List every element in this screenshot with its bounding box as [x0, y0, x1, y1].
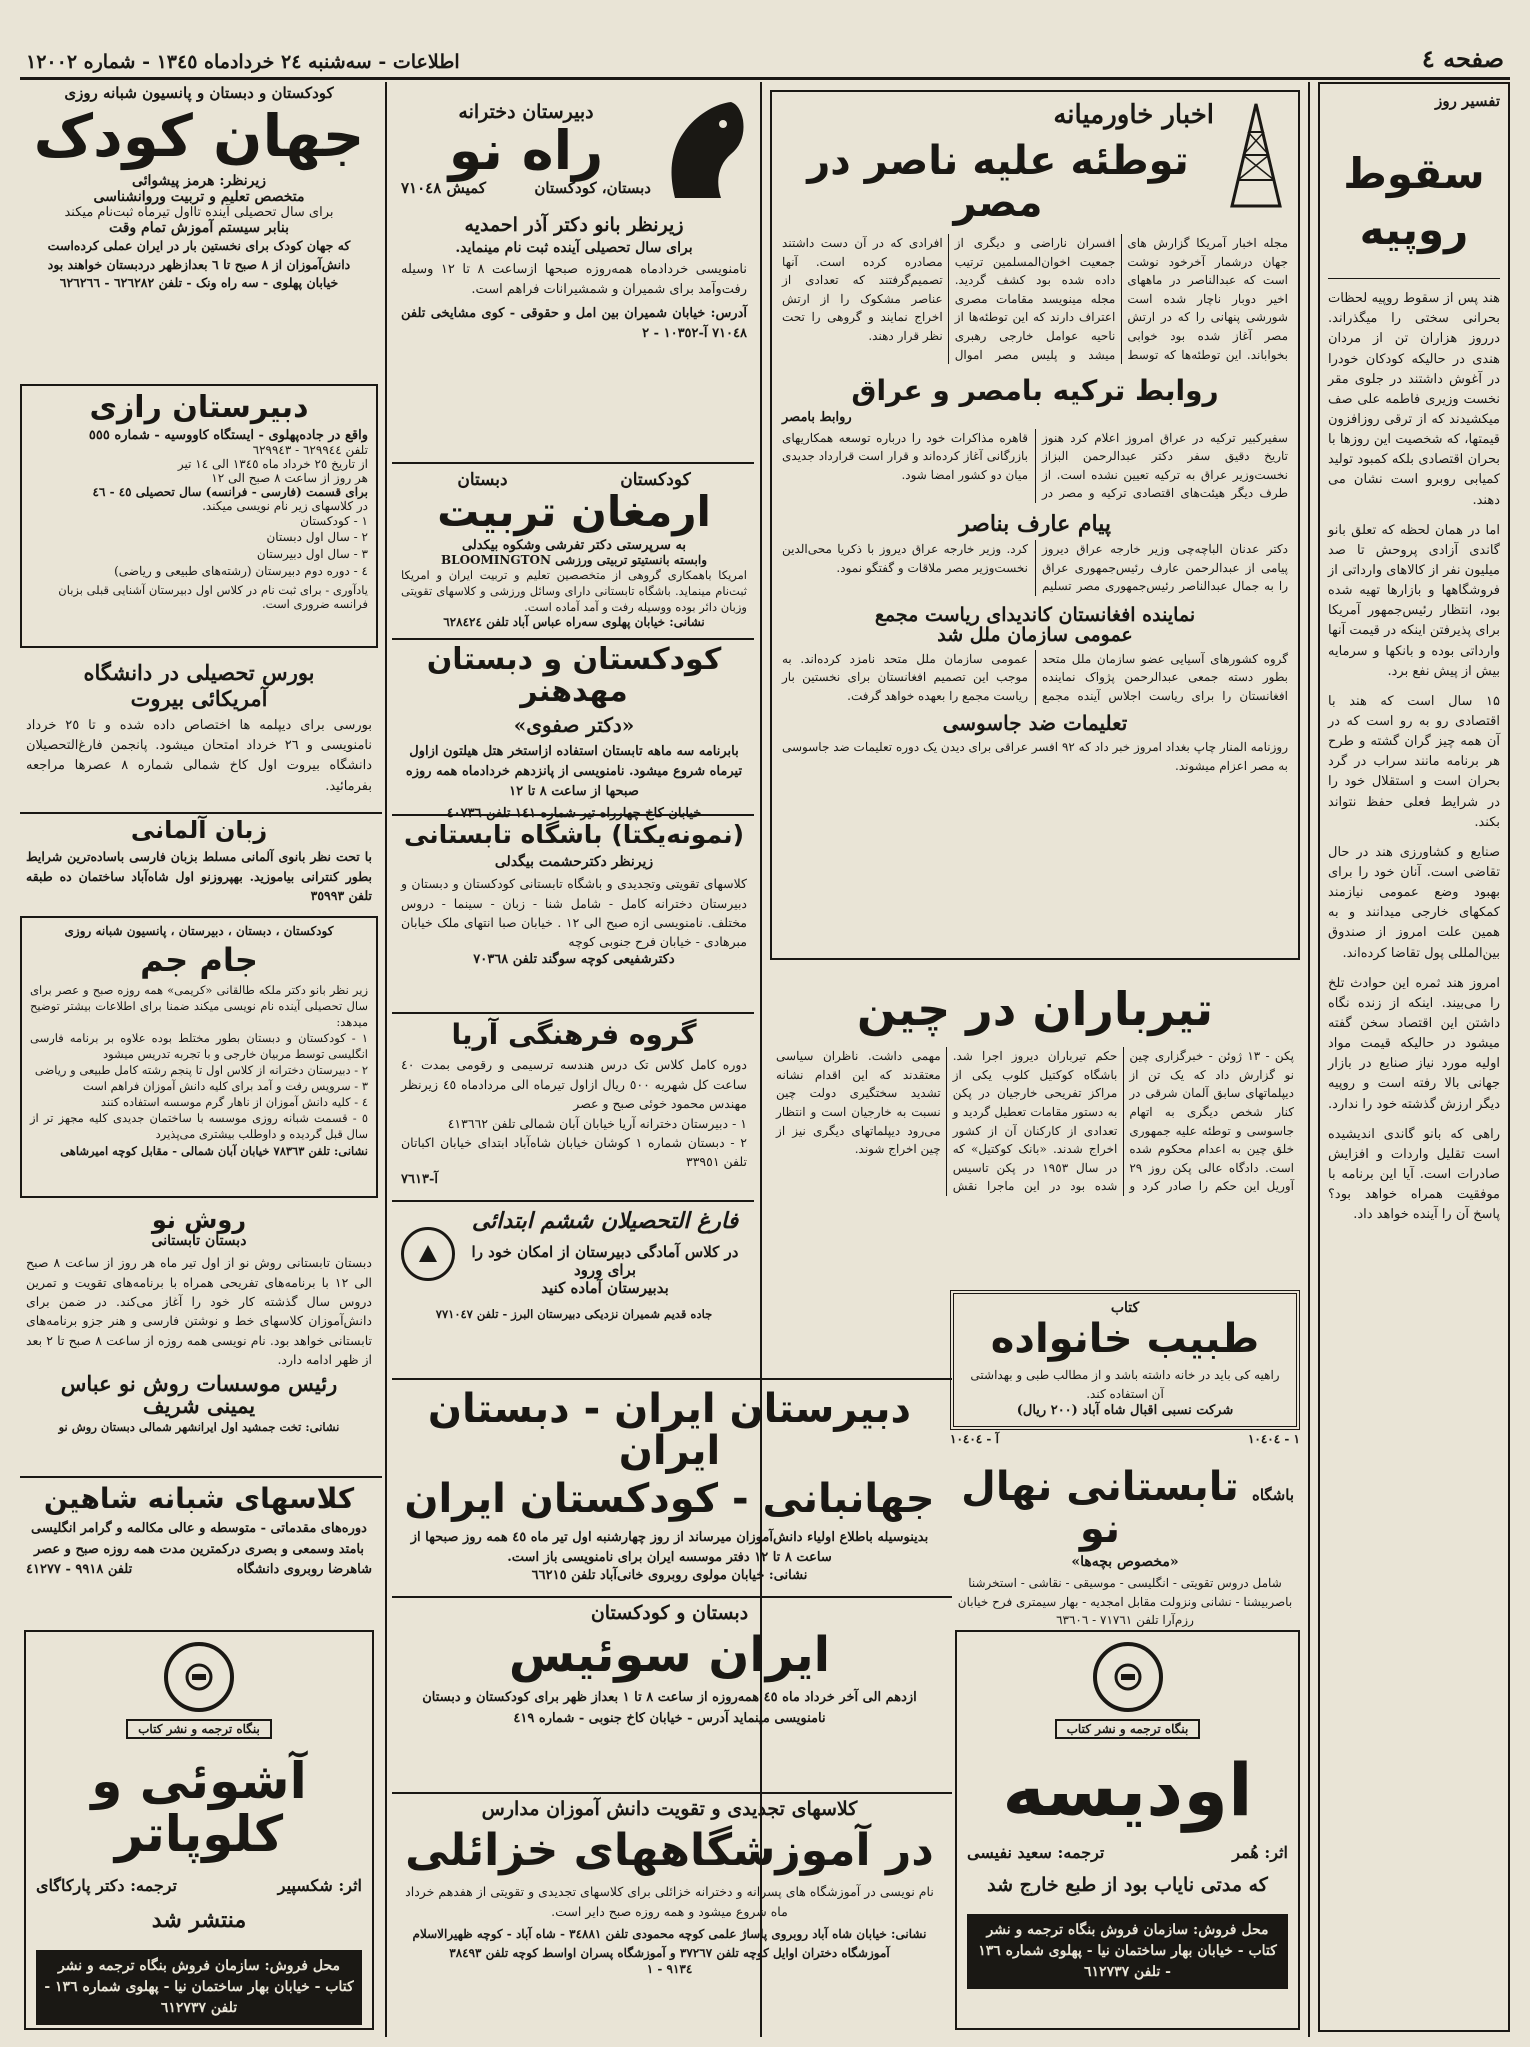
ad-nahal-title: تابستانی نهال نو — [961, 1464, 1239, 1552]
ad-boors-body: بورسی برای دیپلمه ها اختصاص داده شده و تا ٢٥ خرداد نامنویسی و ٢٦ خرداد امتحان میشود. پانجمن فارغ‌التحصیلان دانشگاه بیروت اول کاخ شمالی شماره ٨ عصرها مراجعه بفرمائید. — [26, 718, 373, 794]
news-headline-4b: عمومی سازمان ملل شد — [937, 623, 1133, 646]
ad-razi-title: دبیرستان رازی — [89, 390, 309, 425]
ad-code: آ - ١٠٤٠٤ — [950, 1432, 999, 1446]
ad-mahde-doctor: «دکتر صفوی» — [513, 713, 635, 737]
tafsir-paragraph: راهی که بانو گاندی اندیشیده است تقلیل واردات و افزایش صادرات است. آیا این برنامه با موفقیت همراه خواهد بود؟ پاسخ آن را آینده خواهد داد. — [1328, 1126, 1500, 1223]
ad-rahe-permit: کمیش ٧١٠٤٨ — [401, 179, 486, 198]
ad-jahan-koodak — [20, 82, 378, 382]
ad-rowshan-body: دبستان تابستانی روش نو از اول تیر ماه هر روز از ساعت ٨ صبح الی ١٢ با برنامه‌های تفریحی همراه با برنامه‌های تقویت و تمرین دروس سال گذشته کار خود را آغاز می‌کند. در ضمن برای دانش‌آموزان کلاسهای خط و نوشتن فارسی و هنر جزو برنامه‌های تابستانی خواهد بود. نام نویسی همه روزه از ساعت ٨ صبح تا ٢ بعد از ظهر ادامه دارد. — [26, 1255, 372, 1368]
ad-nemooneh-supervision: زیرنظر دکترحشمت بیگدلی — [494, 854, 654, 871]
ad-shahin-body: دوره‌های مقدماتی - متوسطه و عالی مکالمه و گرامر انگلیسی بامتد وسمعی و بصری درکمترین مدت همه روزه صبح و عصر — [31, 1521, 367, 1557]
ad-khazaeli-title: در آموزشگاههای خزائلی — [405, 1825, 934, 1876]
ad-jam-item: ٢ - دبیرستان دخترانه از کلاس اول تا پنجم رشته کامل طبیعی و ریاضی — [34, 1063, 368, 1078]
ad-ashooei-translator: ترجمه: دکتر پارکاگای — [36, 1876, 178, 1895]
ad-swiss-body: ازدهم الی آخر خرداد ماه ٤٥ همه‌روزه از ساعت ٨ تا ١ بعداز ظهر برای کودکستان و دبستان نامنویسی مینماید آدرس - خیابان کاخ جنوبی - شماره ٤١٩ — [422, 1690, 917, 1726]
publisher-logo — [36, 1642, 362, 1712]
ad-razi-phone: تلفن ٦٢٩٩٤٤ - ٦٢٩٩٤٣ — [252, 442, 368, 457]
ad-nemooneh-address: دکترشفیعی کوچه سوگند تلفن ٧٠٣٦٨ — [473, 951, 675, 967]
ad-jahan-line: برای سال تحصیلی آینده تااول تیرماه ثبت‌نام میکند — [64, 204, 334, 220]
ad-armaghan-address: نشانی: خیابان پهلوی سه‌راه عباس آباد تلفن ٦٢٨٤٢٤ — [443, 615, 705, 630]
ad-code: ١ - ١٠٤٠٤ — [1247, 1432, 1300, 1446]
ad-mahde-body: بابرنامه سه ماهه تابستان استفاده ازاستخر هتل هیلتون ازاول تیرماه شروع میشود. نامنویسی از پانزدهم خردادماه همه روزه صبحها از ساعت ٨ تا ١٢ — [405, 744, 743, 800]
news-body-3: دکتر عدنان الباچه‌چی وزیر خارجه عراق دیروز پیامی از عبدالرحمن عارف رئیس‌جمهوری عراق را به جمال عبدالناصر رئیس‌جمهوری مصر تسلیم کرد. وزیر خارجه عراق دیروز با ذکریا محی‌الدین نخست‌وزیر مصر ملاقات و گفتگو نمود. — [782, 542, 1288, 594]
ad-razi-note: یادآوری - برای ثبت نام در کلاس اول دبیرستان آشنایی قبلی بزبان فرانسه ضروری است. — [58, 582, 368, 611]
ad-ashooei-footer: محل فروش: سازمان فروش بنگاه ترجمه و نشر کتاب - خیابان بهار ساختمان نیا - پهلوی شماره ١٣٦ - تلفن ٦١٢٧٣٧ — [36, 1950, 362, 2025]
ad-rahe-no — [395, 90, 753, 460]
ad-khazaeli-body: نام نویسی در آموزشگاه های پسرانه و دخترانه خزائلی برای کلاسهای تجدیدی و تقویتی از هفدهم خرداد ماه شروع میشود و همه روزه صبح دایر است. — [405, 1884, 934, 1919]
ad-jam-item: ١ - کودکستان و دبستان بطور مختلط بوده علاوه بر برنامه فارسی انگلیسی توسط مربیان خارجی و با تجربه تدریس میشود — [30, 1030, 368, 1061]
divider — [392, 462, 754, 464]
ad-jahan-kicker: کودکستان و دبستان و پانسیون شبانه روزی — [64, 84, 334, 102]
ad-aria-item: ٢ - دبستان شماره ١ کوشان خیابان شاه‌آباد ابتدای خیابان اکباتان تلفن ٣٣٩٥١ — [401, 1134, 747, 1170]
news-body: مجله اخبار آمریکا گزارش های جهان درشمار آخرخود نوشت است که عبدالناصر در ماههای اخیر دوبار ناچار شده است شورشی پنهانی را که در ارتش مصر آغاز شده بود خوابی بخواباند. این توطئه‌ها که توسط افسران ناراضی و دیگری از جمعیت اخوان‌المسلمین ترتیب داده شده بود کشف گردید. مجله مینویسد مقامات مصری اعتراف دارند که این توطئه‌ها از ناحیه عوامل خارجی رهبری میشد و پلیس مصر اموال افرادی که در آن دست داشتند مصادره کرده است. آنها تصمیم‌گرفتند که تعدادی از عناصر مشکوک را از ارتش اخراج نمایند و گروهی را تحت نظر قرار دهند. — [782, 236, 1288, 362]
news-headline: توطئه علیه ناصر در مصر — [807, 138, 1189, 226]
ad-iran-school — [392, 1384, 947, 1594]
divider — [392, 1378, 952, 1380]
ad-rowshan-title: روش نو — [151, 1206, 247, 1234]
publisher-caption: بنگاه ترجمه و نشر کتاب — [126, 1719, 272, 1739]
news-body-5: روزنامه المنار چاپ بغداد امروز خبر داد که ٩٢ افسر عراقی برای دیدن یک دوره تعلیمات ضد جاسوسی به مصر اعزام میشوند. — [782, 740, 1288, 774]
news-body-2: سفیرکبیر ترکیه در عراق امروز اعلام کرد هنوز تاریخ دقیق سفر دکتر عبدالرحمن البزاز نخست‌وزیر عراق به ترکیه تعیین نشده است. از طرف دیگر هیئت‌های اقتصادی ترکیه و مصر در قاهره مذاکرات خود را درباره توسعه همکاریهای بازرگانی آغاز کرده‌اند و قرار است قرارداد جدیدی میان دو کشور امضا شود. — [782, 430, 1288, 501]
ad-rowshan-sign: یمینی شریف — [142, 1393, 256, 1419]
ad-jam-jam — [20, 916, 378, 1198]
tafsir-column — [1318, 82, 1510, 2032]
ad-tabib-publisher: شرکت نسبی اقبال شاه آباد (٢٠٠ ریال) — [1016, 1403, 1234, 1419]
ad-jahan-line: که جهان کودک برای نخستین بار در ایران عملی کرده‌است دانش‌آموزان از ٨ صبح تا ٦ بعدازظهر دردبستان خواهند بود — [47, 237, 351, 273]
ad-razi-dates: از تاریخ ٢٥ خرداد ماه ١٣٤٥ الی ١٤ تیر — [177, 456, 368, 471]
news-subhead: روابط بامصر — [782, 409, 852, 425]
ad-jam-title: جام جم — [140, 941, 258, 979]
horse-head-icon — [661, 94, 747, 204]
ad-armaghan-line: امریکا باهمکاری گروهی از متخصصین تعلیم و تربیت ایران و امریکا ثبت‌نام مینماید. باشگاه تابستانی دارای وسائل ورزشی و کلاسهای تقویتی وزبان دائر بوده ووسیله رفت و آمد آماده است. — [401, 568, 747, 615]
ad-jam-item: ٥ - قسمت شبانه روزی موسسه با ساختمان جدیدی کلیه مجهز تر از سال قبل گردیده و داوطلب بیشتری می‌پذیرد — [30, 1111, 368, 1142]
ad-rahe-address: آدرس: خیابان شمیران بین امل و حقوقی - کوی مشایخی تلفن ٧١٠٤٨ آ-١٠٣٥٢ - ٢ — [401, 306, 747, 342]
ad-khazaeli-code: ٩١٣٤ - ١ — [646, 1962, 693, 1977]
ad-odyssey-title: اودیسه — [1002, 1748, 1253, 1832]
ad-tabib-title: طبیب خانواده — [990, 1316, 1260, 1362]
ad-armaghan — [395, 468, 753, 636]
ad-armaghan-line: به سرپرستی دکتر تفرشی وشکوه بیکدلی — [461, 538, 687, 554]
ad-shahin — [20, 1482, 378, 1618]
ad-mahde-honar — [395, 642, 753, 812]
ad-odyssey-author: اثر: هُمر — [1232, 1842, 1288, 1862]
ad-razi-item: ١ - کودکستان — [300, 513, 368, 528]
ad-nahal-body: شامل دروس تقویتی - انگلیسی - موسیقی - نقاشی - استخرشنا باصربیشنا - نشانی ونزولت مقابل امجدیه - بهار سیمتری فرح خیابان رزم‌آرا تلفن ٧١٧٦١ - ٦٣٦٠٦ — [957, 1576, 1293, 1628]
ad-khazaeli-address: نشانی: خیابان شاه آباد روبروی پاساژ علمی کوچه محمودی تلفن ٣٤٨٨١ - شاه آباد - کوچه ظهیرالاسلام آموزشگاه دختران اوایل کوچه تلفن ٣٧٢٦٧ و آموزشگاه پسران اواسط کوچه تلفن ٣٨٤٩٣ — [412, 1926, 927, 1960]
ad-tabib-body: راهیه کی باید در خانه داشته باشد و از مطالب طبی و بهداشتی آن استفاده کند. — [970, 1368, 1280, 1401]
ad-nemooneh-body: کلاسهای تقویتی وتجدیدی و باشگاه تابستانی کودکستان و دبستان و دبیرستان دخترانه کامل - شامل شنا - زبان - سینما - دروس مختلف. نامنویسی ازه صبح الی ١٢ . خیابان صبا انتهای ملک خیابان مبرهادی - خیابان فرح جنوبی کوچه — [401, 876, 747, 950]
divider — [20, 1476, 382, 1478]
ad-razi-address: واقع در جاده‌پهلوی - ایستگاه کاووسیه - شماره ٥٥٥ — [88, 427, 368, 443]
ad-odyssey-translator: ترجمه: سعید نفیسی — [967, 1842, 1105, 1862]
tafsir-title-2: روپیه — [1359, 205, 1469, 255]
ad-fareg-body: در کلاس آمادگی دبیرستان از امکان خود را برای ورود — [471, 1243, 739, 1280]
ad-nemooneh — [395, 820, 753, 1010]
ad-razi-item: ٤ - دوره دوم دبیرستان (رشته‌های طبیعی و ریاضی) — [114, 563, 368, 578]
ad-ashooei-author: اثر: شکسپیر — [277, 1876, 362, 1895]
ad-jam-address: نشانی: تلفن ٧٨٣٦٣ خیابان آبان شمالی - مقابل کوچه امیرشاهی — [60, 1143, 368, 1158]
school-emblem-icon — [401, 1227, 455, 1281]
ad-razi-langs: برای قسمت (فارسی - فرانسه) سال تحصیلی ٤٥ - ٤٦ — [92, 484, 368, 499]
news-kicker: اخبار خاورمیانه — [1053, 100, 1214, 130]
ad-shahin-phone: تلفن ٩٩١٨ - ٤١٢٧٧ — [26, 1561, 133, 1577]
issue-meta: اطلاعات - سه‌شنبه ٢٤ خردادماه ١٣٤٥ - شماره ١٢٠٠٢ — [26, 51, 460, 73]
ad-odyssey-tagline: که مدتی نایاب بود از طبع خارج شد — [987, 1873, 1268, 1896]
china-body: پکن - ١٣ ژوئن - خبرگزاری چین نو گزارش داد که یک تن از دیپلماتهای سابق آلمان شرقی در کنار شخص دیگری به اتهام جاسوسی و توطئه علیه جمهوری خلق چین به اعدام محکوم شده است. دادگاه عالی پکن روز ٢٩ آوریل این حکم را صادر کرد و حکم تیرباران دیروز اجرا شد. باشگاه کوکتیل کلوب یکی از مراکز تفریحی خارجیان در پکن به دستور مقامات تعطیل گردید و تعدادی از کارکنان آن از کشور اخراج شدند. «بانک کوکتیل» که در سال ١٩٥٣ در پکن تاسیس شده بود در این ماجرا نقش مهمی داشت. ناظران سیاسی معتقدند که این اقدام نشانه تشدید سختگیری دولت چین نسبت به خارجیان است و انتظار می‌رود دیپلماتهای دیگری نیز از چین اخراج شوند. — [776, 1049, 1294, 1194]
ad-armaghan-kicker: کودکستان — [620, 470, 691, 490]
ad-jam-intro: زیر نظر بانو دکتر ملکه طالقانی «کریمی» همه روزه صبح و عصر برای سال تحصیلی آینده نام نویسی میکند ضمنا برای اطلاعات بیشتر توضیح میدهد: — [30, 982, 368, 1029]
tafsir-title-1: سقوط — [1343, 149, 1485, 198]
ad-boors-title: آمریکائی بیروت — [130, 686, 268, 712]
ad-odyssey-footer: محل فروش: سازمان فروش بنگاه ترجمه و نشر کتاب - خیابان بهار ساختمان نیا - پهلوی شماره ١٣٦ - تلفن ٦١٢٧٣٧ — [967, 1914, 1288, 1989]
ad-rowshan-no — [20, 1206, 378, 1474]
ad-mahde-title: کودکستان و دبستان مهدهنر — [426, 642, 722, 709]
ad-aria-title: گروه فرهنگی آریا — [451, 1018, 697, 1051]
ad-armaghan-title: ارمغان تربیت — [437, 487, 711, 536]
ad-ashooei-status: منتشر شد — [151, 1907, 247, 1933]
ad-boors — [20, 660, 378, 810]
news-headline-3: پیام عارف بناصر — [959, 510, 1111, 537]
ad-razi-intro: در کلاسهای زیر نام نویسی میکند. — [202, 498, 368, 513]
divider — [392, 814, 754, 816]
ad-boors-title: بورس تحصیلی در دانشگاه — [83, 660, 315, 685]
ad-iran-title: دبیرستان ایران - دبستان ایران — [427, 1386, 912, 1474]
news-body-4: گروه کشورهای آسیایی عضو سازمان ملل متحد بطور دسته جمعی عبدالرحمن پژواک نماینده افغانستان را برای ریاست اجلاس آینده مجمع عمومی سازمان ملل متحد نامزد کرده‌اند. به موجب این تصمیم افغانستان برای نخستین بار ریاست مجمع را بعهده خواهد گرفت. — [782, 651, 1288, 703]
ad-shahin-title: کلاسهای شبانه شاهین — [43, 1482, 355, 1515]
ad-rahe-supervision: زیرنظر بانو دکتر آذر احمدیه — [464, 214, 684, 236]
ad-jahan-title: جهان کودک — [33, 102, 365, 170]
ad-razi-item: ٣ - سال اول دبیرستان — [256, 547, 368, 562]
tafsir-paragraph: هند پس از سقوط روپیه لحظات بحرانی سختی را میگذراند. درروز هزاران تن از مردان هندی در حالیکه کودکان خودرا در آغوش داشتند در جلوی مقر نخست وزیری فاطمه علی صف میکشیدند که از ترقی روزافزون قیمتها، که شخصیت این روزها با بحران اقتصادی بلکه کمبود تولید کمیابی روبرو است نشان می دهند. — [1328, 291, 1500, 508]
publisher-emblem-icon — [1093, 1642, 1163, 1712]
ad-fareg-body: بدبیرستان آماده کنید — [541, 1279, 669, 1298]
ad-rahe-subtitle: دبستان، کودکستان — [534, 179, 651, 198]
ad-rowshan-sign: رئیس موسسات روش نو عباس — [60, 1371, 338, 1397]
ad-jam-item: ٣ - سرویس رفت و آمد برای کلیه دانش آموزان فراهم است — [82, 1079, 368, 1094]
news-headline-2: روابط ترکیه بامصر و عراق — [851, 374, 1219, 408]
ad-iran-title: جهانبانی - کودکستان ایران — [404, 1476, 935, 1522]
ad-iran-address: نشانی: خیابان مولوی روبروی خانی‌آباد تلفن ٦٦٢١٥ — [531, 1568, 808, 1584]
divider — [1328, 278, 1500, 279]
ad-almani-title: زبان آلمانی — [130, 816, 268, 844]
column-rule — [1308, 82, 1310, 2037]
divider — [392, 1200, 754, 1202]
ad-nahal-subtitle: «مخصوص بچه‌ها» — [1071, 1554, 1179, 1570]
divider — [392, 638, 754, 640]
publisher-emblem-icon — [164, 1642, 234, 1712]
ad-jam-kicker: کودکستان ، دبستان ، دبیرستان ، پانسیون شبانه روزی — [64, 924, 334, 938]
ad-tabib-codes — [950, 1432, 1300, 1454]
ad-nahal-no — [950, 1462, 1300, 1628]
ad-swiss-kicker: دبستان و کودکستان — [590, 1602, 749, 1624]
publisher-caption: بنگاه ترجمه و نشر کتاب — [1055, 1719, 1201, 1739]
ad-odyssey — [955, 1630, 1300, 2030]
ad-aria-item: ١ - دبیرستان دخترانه آریا خیابان آبان شمالی تلفن ٤١٣٦٦٢ — [447, 1115, 747, 1131]
ad-razi — [20, 384, 378, 648]
ad-shahin-address: شاهرضا روبروی دانشگاه — [236, 1561, 372, 1577]
china-news — [770, 982, 1300, 1275]
ad-jahan-address: خیابان پهلوی - سه راه ونک - تلفن ٦٢٦٢٨٢ - ٦٢٦٢٦٦ — [59, 274, 339, 290]
tafsir-paragraph: امروز هند ثمره این حوادث تلخ را می‌بیند. اینکه از زنده نگاه داشتن این اقتصاد سخن گفته میشود در حالیکه قیمت مواد اولیه مورد نیاز صنایع در بازار جهانی بالا رفته است و روپیه دیگر ارزش گذشته خود را ندارد. — [1328, 975, 1500, 1112]
divider — [392, 1596, 952, 1598]
ad-jam-item: ٤ - کلیه دانش آموزان از ناهار گرم موسسه استفاده کنند — [100, 1095, 368, 1110]
column-rule — [385, 82, 387, 2037]
ad-jahan-line: بنابر سیستم آموزش تمام وقت — [108, 219, 290, 236]
ad-ashooei — [24, 1630, 374, 2030]
page-number: صفحه ٤ — [1421, 44, 1504, 73]
ad-fareg-title: فارغ التحصیلان ششم ابتدائی — [471, 1208, 739, 1234]
ad-rahe-line: برای سال تحصیلی آینده ثبت نام مینماید. — [455, 239, 693, 256]
ad-rahe-line: نامنویسی خردادماه همه‌روزه صبحها ازساعت ٨ تا ١٢ وسیله رفت‌وآمد برای شمیران و شمشیرانات فراهم است. — [401, 261, 747, 298]
ad-fareg-address: جاده قدیم شمیران نزدیکی دبیرستان البرز - تلفن ٧٧١٠٤٧ — [435, 1307, 713, 1322]
ad-tabib — [950, 1290, 1300, 1430]
ad-aria-phone: آ-٧٦١٣ — [401, 1171, 438, 1187]
ad-rowshan-address: نشانی: تخت جمشید اول ایرانشهر شمالی دبستان روش نو — [58, 1419, 340, 1434]
ad-swiss-title: ایران سوئیس — [508, 1627, 831, 1683]
divider — [392, 1792, 952, 1794]
divider — [392, 1012, 754, 1014]
ad-aria-body: دوره کامل کلاس تک درس هندسه ترسیمی و رقومی بمدت ٤٠ ساعت کل شهریه ٥٠٠ ریال ازاول تیرماه الی مردادماه ٤٥ زیرنظر مهندس محمود خوئی صبح و عصر — [401, 1057, 748, 1112]
ad-rahe-title: راه نو — [448, 118, 604, 182]
ad-razi-item: ٢ - سال اول دبستان — [266, 530, 368, 545]
ad-iran-swiss — [392, 1600, 947, 1790]
ad-fareg — [395, 1206, 753, 1376]
tafsir-paragraph: ۱۵ سال است که هند با اقتصادی رو به رو است که در آن همه چیز گران گشته و طرح هر برنامه مانند سراب در گرد بحران است و استقلال خود را در شرایط فعلی حفظ نتواند بکند. — [1328, 693, 1500, 830]
ad-rahe-kicker: دبیرستان دخترانه — [458, 100, 594, 123]
ad-ashooei-title: آشوئی و کلوپاتر — [91, 1752, 307, 1863]
ad-almani — [20, 816, 378, 914]
news-headline-4: نماینده افغانستان کاندیدای ریاست مجمع — [874, 603, 1196, 626]
oil-derrick-icon — [1224, 100, 1288, 210]
ad-almani-body: با تحت نظر بانوی آلمانی مسلط بزبان فارسی باساده‌ترین شرایط بطور کنترانی بیاموزید. بهپروزنو اول شاه‌آباد ساختمان ده طبقه تلفن ٣٥٩٩٣ — [26, 849, 372, 903]
china-headline: تیرباران در چین — [856, 982, 1214, 1036]
ad-razi-hours: هر روز از ساعت ٨ صبح الی ١٢ — [211, 470, 368, 485]
ad-nahal-kicker: باشگاه — [1251, 1486, 1294, 1504]
ad-jahan-line: زیرنظر: هرمز پیشوائی — [131, 172, 267, 189]
ad-rowshan-kicker: دبستان تابستانی — [151, 1233, 247, 1250]
tafsir-kicker: تفسیر روز — [1435, 92, 1500, 110]
ad-tabib-kicker: کتاب — [1110, 1300, 1140, 1316]
publisher-logo — [967, 1642, 1288, 1712]
ad-armaghan-line: وابسته بانستیتو تربیتی ورزشی BLOOMINGTON — [441, 553, 707, 568]
tafsir-paragraph: صنایع و کشاورزی هند در حال تقاضی است. آنان خود را برای بهبود وضع عمومی نیازمند کمکهای خارجی میدانند و به همین علت امروز از صندوق بین‌المللی پول تقاضا کرده‌اند. — [1328, 844, 1500, 961]
ad-armaghan-kicker: دبستان — [457, 470, 508, 490]
ad-jahan-line: متخصص تعلیم و تربیت وروانشناسی — [93, 188, 305, 205]
tafsir-paragraph: اما در همان لحظه که تعلق بانو گاندی آزادی پروحش تا صد میلیون نفر از کالاهای وارداتی از فروشگاهها و بازارها تهیه شده بود، انتظار رئیس‌جمهور آمریکا برای پذیرفتن اینکه در قیمت آنها وارداتی بوده و بانکها و سرمایه بیش از پیش نفع برد. — [1328, 522, 1500, 679]
ad-iran-body: بدینوسیله باطلاع اولیاء دانش‌آموزان میرساند از روز چهارشنبه اول تیر ماه ٤٥ همه روز صبحها از ساعت ٨ تا ١٢ دفتر موسسه ایران برای نامنویسی باز است. — [410, 1530, 929, 1566]
news-headline-5: تعلیمات ضد جاسوسی — [942, 711, 1128, 736]
ad-aria — [395, 1018, 753, 1198]
page-header — [20, 30, 1510, 80]
ad-nemooneh-title: (نمونه‌یکتا) باشگاه تابستانی — [403, 820, 745, 849]
middle-east-news — [770, 90, 1300, 960]
ad-khazaeli — [392, 1796, 947, 2036]
divider — [20, 812, 382, 814]
ad-khazaeli-kicker: کلاسهای تجدیدی و تقویت دانش آموزان مدارس — [481, 1798, 858, 1820]
